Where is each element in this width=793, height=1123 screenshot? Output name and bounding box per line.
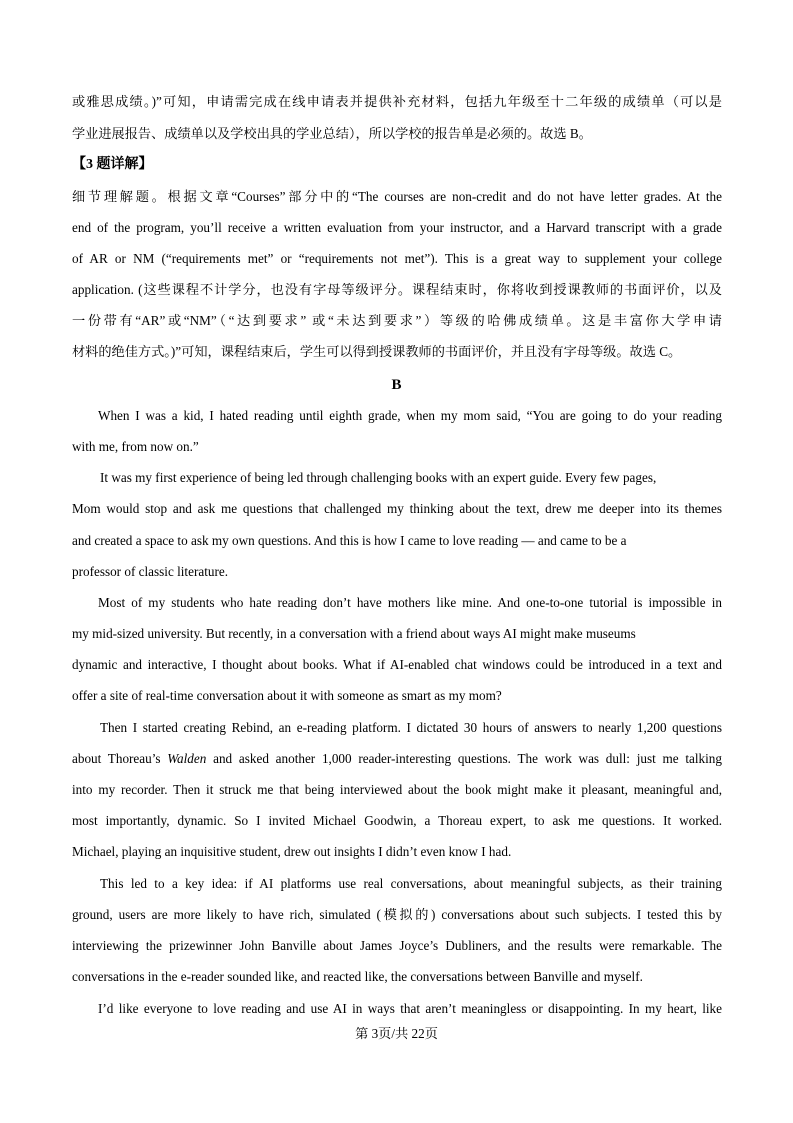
passage-p5-line-2: ground, users are more likely to have rich, simulated (模拟的) conversations about such subjects. I tested this by [72,907,722,922]
passage-p5-line-1: This led to a key idea: if AI platforms use real conversations, about meaningful subjects, as their training [100,876,722,891]
q3-line-3: of AR or NM (“requirements met” or “requirements not met”). This is a great way to supplement your college [72,251,722,266]
passage-p2-line-4: professor of classic literature. [72,564,228,579]
passage-p4-line-2-pre: about Thoreau’s [72,751,168,766]
passage-p4-line-3: into my recorder. Then it struck me that being interviewed about the book might make it pleasant, meaningful and, [72,782,722,797]
passage-p2-line-2: Mom would stop and ask me questions that challenged my thinking about the text, drew me deeper into its themes [72,501,722,516]
q3-line-6: 材料的绝佳方式。)”可知，课程结束后，学生可以得到授课教师的书面评价，并且没有字母等级。故选 C。 [72,344,682,359]
q3-line-2: end of the program, you’ll receive a written evaluation from your instructor, and a Harvard transcript with a grade [72,220,722,235]
passage-p3-line-2: my mid-sized university. But recently, in a conversation with a friend about ways AI might make museums [72,626,636,641]
book-title-walden: Walden [167,751,207,766]
answer-line-1: 或雅思成绩。)”可知，申请需完成在线申请表并提供补充材料，包括九年级至十二年级的成绩单（可以是 [72,94,722,109]
passage-p4-line-1: Then I started creating Rebind, an e-reading platform. I dictated 30 hours of answers to nearly 1,200 questions [100,720,722,735]
page-number-footer: 第 3页/共 22页 [355,1026,438,1041]
passage-p1-line-2: with me, from now on.” [72,439,199,454]
passage-p4-line-2-post: and asked another 1,000 reader-interesting questions. The work was dull: just me talking [206,751,722,766]
passage-p3-line-4: offer a site of real-time conversation about it with someone as smart as my mom? [72,688,502,703]
passage-p3-line-3: dynamic and interactive, I thought about books. What if AI-enabled chat windows could be introduced in a text and [72,657,722,672]
q3-line-1: 细节理解题。根据文章“Courses”部分中的“The courses are non-credit and do not have letter grades. At the [72,189,722,204]
q3-line-4: application. (这些课程不计学分，也没有字母等级评分。课程结束时，你将收到授课教师的书面评价，以及 [72,282,722,297]
passage-p2-line-1: It was my first experience of being led through challenging books with an expert guide. Every few pages, [100,470,657,485]
q3-heading: 【3 题详解】 [72,157,153,172]
passage-p3-line-1: Most of my students who hate reading don’t have mothers like mine. And one-to-one tutorial is impossible in [98,595,722,610]
passage-p5-line-4: conversations in the e-reader sounded like, and reacted like, the conversations between Banville and myself. [72,969,643,984]
passage-p5-line-3: interviewing the prizewinner John Banville about James Joyce’s Dubliners, and the results were remarkable. The [72,938,722,953]
passage-p1-line-1: When I was a kid, I hated reading until eighth grade, when my mom said, “You are going to do your reading [98,408,722,423]
passage-p4-line-2 [72,749,722,769]
passage-p4-line-5: Michael, playing an inquisitive student, drew out insights I didn’t even know I had. [72,844,512,859]
passage-p6-line-1: I’d like everyone to love reading and use AI in ways that aren’t meaningless or disappointing. In my heart, like [98,1001,722,1016]
passage-p2-line-3: and created a space to ask my own questions. And this is how I came to love reading — and came to be a [72,533,627,548]
passage-p4-line-4: most importantly, dynamic. So I invited Michael Goodwin, a Thoreau expert, to ask me questions. It worked. [72,813,722,828]
answer-line-2: 学业进展报告、成绩单以及学校出具的学业总结），所以学校的报告单是必须的。故选 B。 [72,126,592,141]
q3-line-5: 一份带有“AR”或“NM”（“达到要求” 或“未达到要求”）等级的哈佛成绩单。这是丰富你大学申请 [72,313,722,328]
passage-letter: B [391,377,402,393]
